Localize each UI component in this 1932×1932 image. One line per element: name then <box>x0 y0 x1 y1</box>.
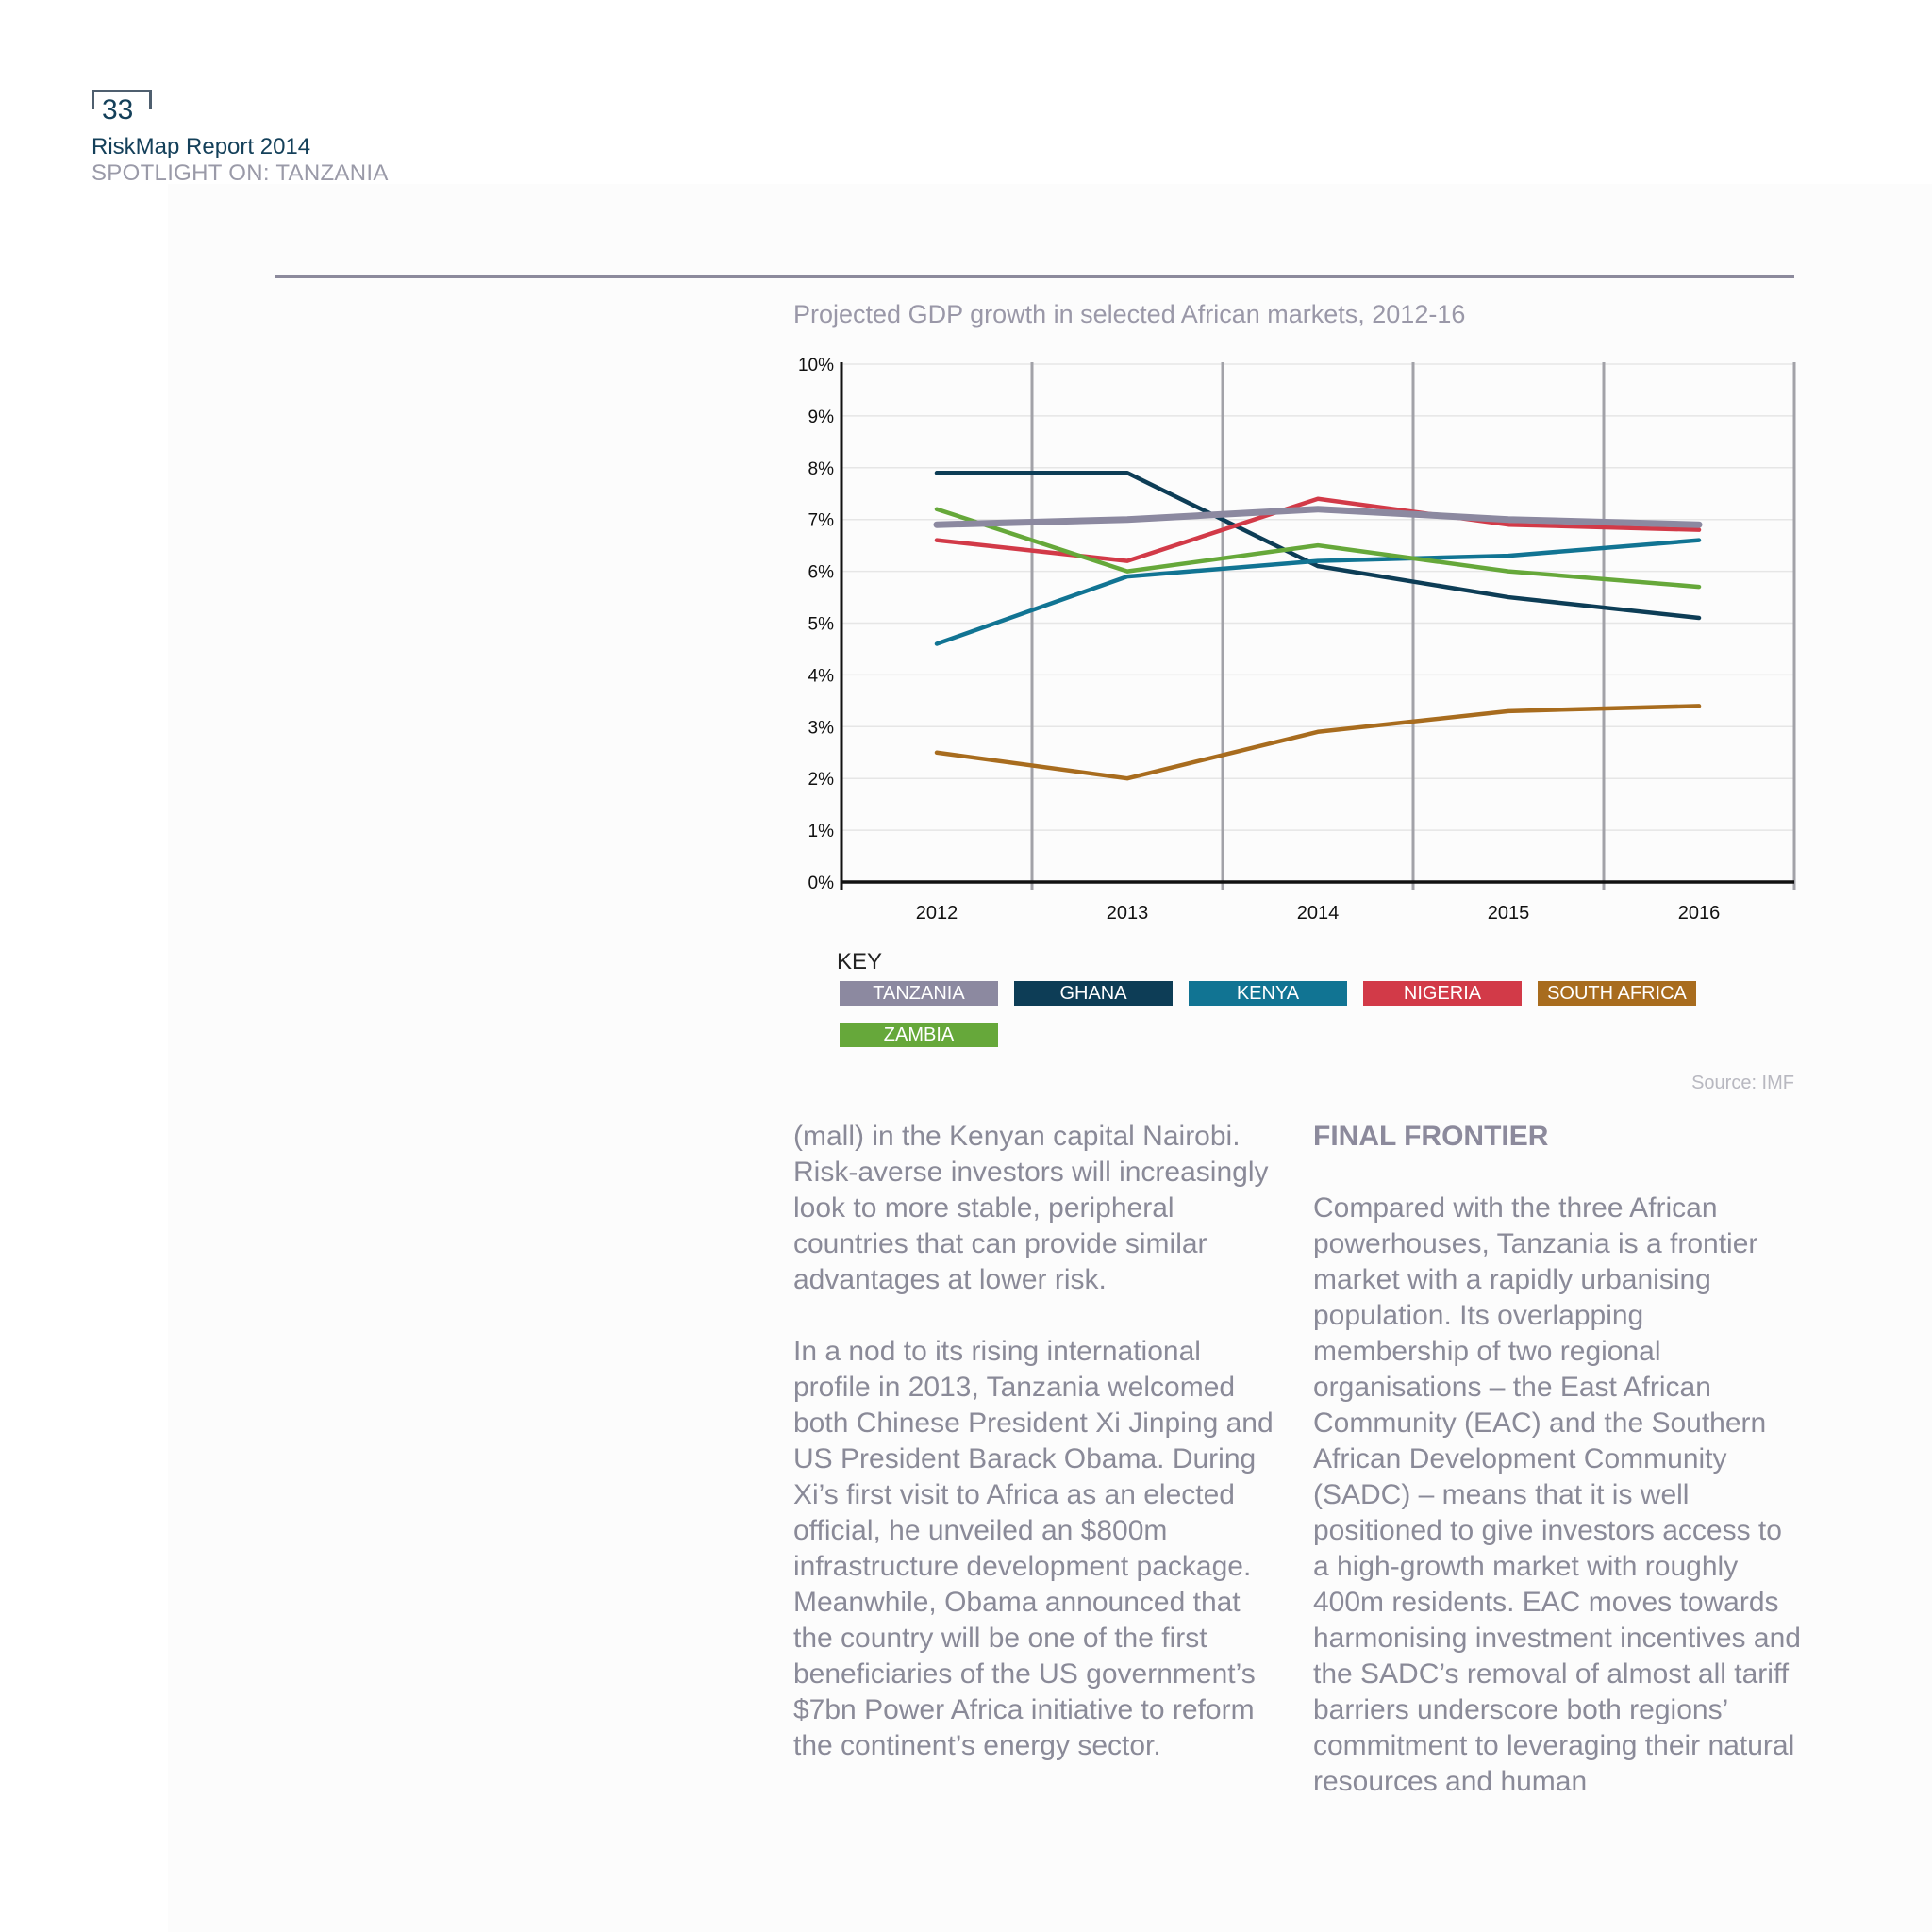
body-column-left <box>793 1119 1284 1800</box>
section-title: SPOTLIGHT ON: TANZANIA <box>92 160 389 186</box>
y-tick-label: 6% <box>808 562 834 583</box>
gdp-line-chart <box>783 349 1802 953</box>
y-tick-label: 8% <box>808 458 834 479</box>
y-tick-label: 3% <box>808 718 834 739</box>
key-item-kenya: KENYA <box>1189 981 1347 1006</box>
report-title: RiskMap Report 2014 <box>92 134 311 159</box>
y-tick-label: 4% <box>808 666 834 687</box>
paragraph: Compared with the three African powerhouses, Tanzania is a frontier market with a rapidly urbanising population. Its overlapping membership of two regional organisations – the East African Community (EAC) and the Southern African Development Community (SADC) – means that it is well positioned to give investors access to a high-growth market with roughly 400m residents. EAC moves towards harmonising investment incentives and the SADC’s removal of almost all tariff barriers underscore both regions’ commitment to leveraging their natural resources and human <box>1313 1192 1801 1797</box>
y-tick-label: 1% <box>808 822 834 842</box>
body-column-right <box>1313 1119 1804 1836</box>
y-tick-label: 0% <box>808 874 834 893</box>
x-tick-label: 2012 <box>915 903 958 924</box>
series-line-tanzania <box>937 509 1699 525</box>
paragraph: In a nod to its rising international profile in 2013, Tanzania welcomed both Chinese President Xi Jinping and US President Barack Obama. During Xi’s first visit to Africa as an elected official, he unveiled an $800m infrastructure development package. Meanwhile, Obama announced that the country will be one of the first beneficiaries of the US government’s $7bn Power Africa initiative to reform the continent’s energy sector. <box>793 1336 1274 1761</box>
y-tick-label: 2% <box>808 770 834 791</box>
x-tick-label: 2016 <box>1677 903 1721 924</box>
key-item-tanzania: TANZANIA <box>840 981 998 1006</box>
section-heading: FINAL FRONTIER <box>1313 1121 1549 1152</box>
y-tick-label: 7% <box>808 510 834 531</box>
chart-source: Source: IMF <box>1691 1073 1794 1093</box>
paragraph: (mall) in the Kenyan capital Nairobi. Risk-averse investors will increasingly look to more stable, peripheral countries that can provide similar advantages at lower risk. <box>793 1121 1269 1295</box>
series-line-kenya <box>937 541 1699 644</box>
page-number: 33 <box>102 94 134 125</box>
x-tick-label: 2013 <box>1106 903 1149 924</box>
y-tick-label: 5% <box>808 614 834 635</box>
section-divider <box>275 275 1794 278</box>
y-tick-label: 10% <box>797 356 834 375</box>
key-item-nigeria: NIGERIA <box>1363 981 1522 1006</box>
key-label: KEY <box>837 949 883 974</box>
y-tick-label: 9% <box>808 407 834 427</box>
x-tick-label: 2014 <box>1296 903 1340 924</box>
chart-title: Projected GDP growth in selected African markets, 2012-16 <box>793 300 1466 328</box>
key-item-south-africa: SOUTH AFRICA <box>1538 981 1696 1006</box>
x-tick-label: 2015 <box>1487 903 1530 924</box>
key-item-ghana: GHANA <box>1014 981 1173 1006</box>
series-line-south-africa <box>937 706 1699 778</box>
key-item-zambia: ZAMBIA <box>840 1023 998 1047</box>
